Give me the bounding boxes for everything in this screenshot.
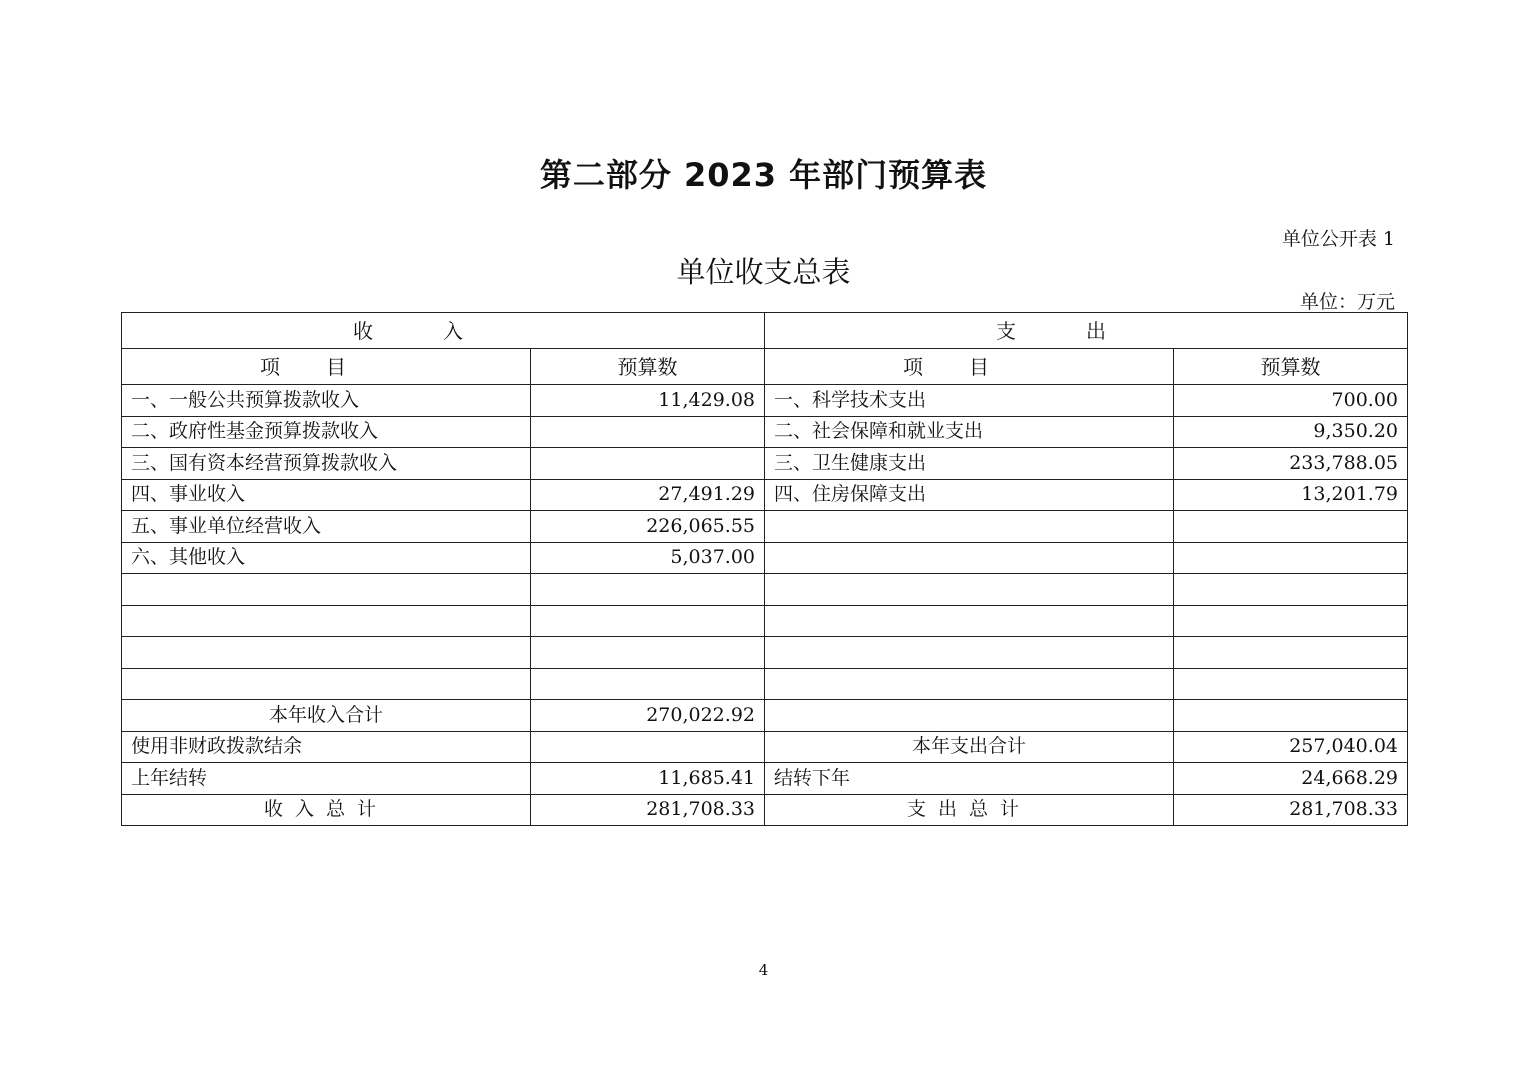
form-code: 单位公开表 1 <box>1281 228 1395 250</box>
expense-value-cell <box>1174 542 1408 574</box>
income-item-column-header: 项目 <box>122 349 531 385</box>
expense-budget-column-header: 预算数 <box>1174 349 1408 385</box>
expense-item-cell <box>765 637 1174 669</box>
expense-item-cell <box>765 574 1174 606</box>
expense-subtotal-label: 本年支出合计 <box>765 731 1174 763</box>
table-title: 单位收支总表 <box>676 255 851 289</box>
expense-item-cell <box>765 668 1174 700</box>
income-item-cell: 五、事业单位经营收入 <box>122 511 531 543</box>
expense-item-cell: 三、卫生健康支出 <box>765 448 1174 480</box>
income-item-cell <box>122 605 531 637</box>
income-value-cell <box>531 448 765 480</box>
section-header-row <box>122 313 1408 349</box>
expense-item-cell: 四、住房保障支出 <box>765 479 1174 511</box>
expense-item-column-header: 项目 <box>765 349 1174 385</box>
income-item-cell: 使用非财政拨款结余 <box>122 731 531 763</box>
expense-section-header: 支出 <box>765 313 1408 349</box>
income-value-cell <box>531 637 765 669</box>
expense-value-cell <box>1174 700 1408 732</box>
expense-value-cell: 13,201.79 <box>1174 479 1408 511</box>
expense-item-cell: 一、科学技术支出 <box>765 385 1174 417</box>
unit-note: 单位：万元 <box>1299 291 1395 313</box>
expense-item-cell: 结转下年 <box>765 763 1174 795</box>
table-row <box>122 479 1408 511</box>
expense-value-cell: 233,788.05 <box>1174 448 1408 480</box>
income-section-header: 收入 <box>122 313 765 349</box>
budget-summary-table <box>121 312 1408 826</box>
table-row <box>122 731 1408 763</box>
income-item-cell <box>122 637 531 669</box>
expense-value-cell: 700.00 <box>1174 385 1408 417</box>
income-item-cell: 三、国有资本经营预算拨款收入 <box>122 448 531 480</box>
income-value-cell: 27,491.29 <box>531 479 765 511</box>
table-row <box>122 605 1408 637</box>
table-row <box>122 574 1408 606</box>
income-item-cell <box>122 574 531 606</box>
income-item-cell <box>122 668 531 700</box>
income-item-cell: 二、政府性基金预算拨款收入 <box>122 416 531 448</box>
income-budget-column-header: 预算数 <box>531 349 765 385</box>
subtotal-row <box>122 700 1408 732</box>
page-title: 第二部分 2023 年部门预算表 <box>539 156 988 194</box>
expense-value-cell <box>1174 668 1408 700</box>
expense-total-label: 支出总计 <box>765 794 1174 826</box>
column-header-row <box>122 349 1408 385</box>
expense-value-cell: 24,668.29 <box>1174 763 1408 795</box>
grand-total-row <box>122 794 1408 826</box>
income-item-cell: 六、其他收入 <box>122 542 531 574</box>
expense-value-cell <box>1174 637 1408 669</box>
income-subtotal-value: 270,022.92 <box>531 700 765 732</box>
expense-item-cell <box>765 542 1174 574</box>
income-value-cell <box>531 731 765 763</box>
income-item-cell: 上年结转 <box>122 763 531 795</box>
expense-item-cell <box>765 511 1174 543</box>
expense-total-value: 281,708.33 <box>1174 794 1408 826</box>
income-item-cell: 一、一般公共预算拨款收入 <box>122 385 531 417</box>
expense-value-cell <box>1174 574 1408 606</box>
expense-item-cell <box>765 700 1174 732</box>
income-value-cell <box>531 574 765 606</box>
income-value-cell: 226,065.55 <box>531 511 765 543</box>
expense-item-cell: 二、社会保障和就业支出 <box>765 416 1174 448</box>
expense-value-cell <box>1174 511 1408 543</box>
table-row <box>122 416 1408 448</box>
income-value-cell <box>531 605 765 637</box>
table-row <box>122 385 1408 417</box>
expense-subtotal-value: 257,040.04 <box>1174 731 1408 763</box>
income-item-cell: 四、事业收入 <box>122 479 531 511</box>
table-row <box>122 668 1408 700</box>
table-row <box>122 637 1408 669</box>
income-value-cell <box>531 668 765 700</box>
expense-value-cell <box>1174 605 1408 637</box>
table-row <box>122 763 1408 795</box>
income-value-cell: 5,037.00 <box>531 542 765 574</box>
income-value-cell: 11,685.41 <box>531 763 765 795</box>
table-row <box>122 542 1408 574</box>
table-row <box>122 511 1408 543</box>
expense-value-cell: 9,350.20 <box>1174 416 1408 448</box>
expense-item-cell <box>765 605 1174 637</box>
table-row <box>122 448 1408 480</box>
income-value-cell: 11,429.08 <box>531 385 765 417</box>
income-value-cell <box>531 416 765 448</box>
income-subtotal-label: 本年收入合计 <box>122 700 531 732</box>
page-number: 4 <box>758 961 769 979</box>
income-total-label: 收入总计 <box>122 794 531 826</box>
income-total-value: 281,708.33 <box>531 794 765 826</box>
